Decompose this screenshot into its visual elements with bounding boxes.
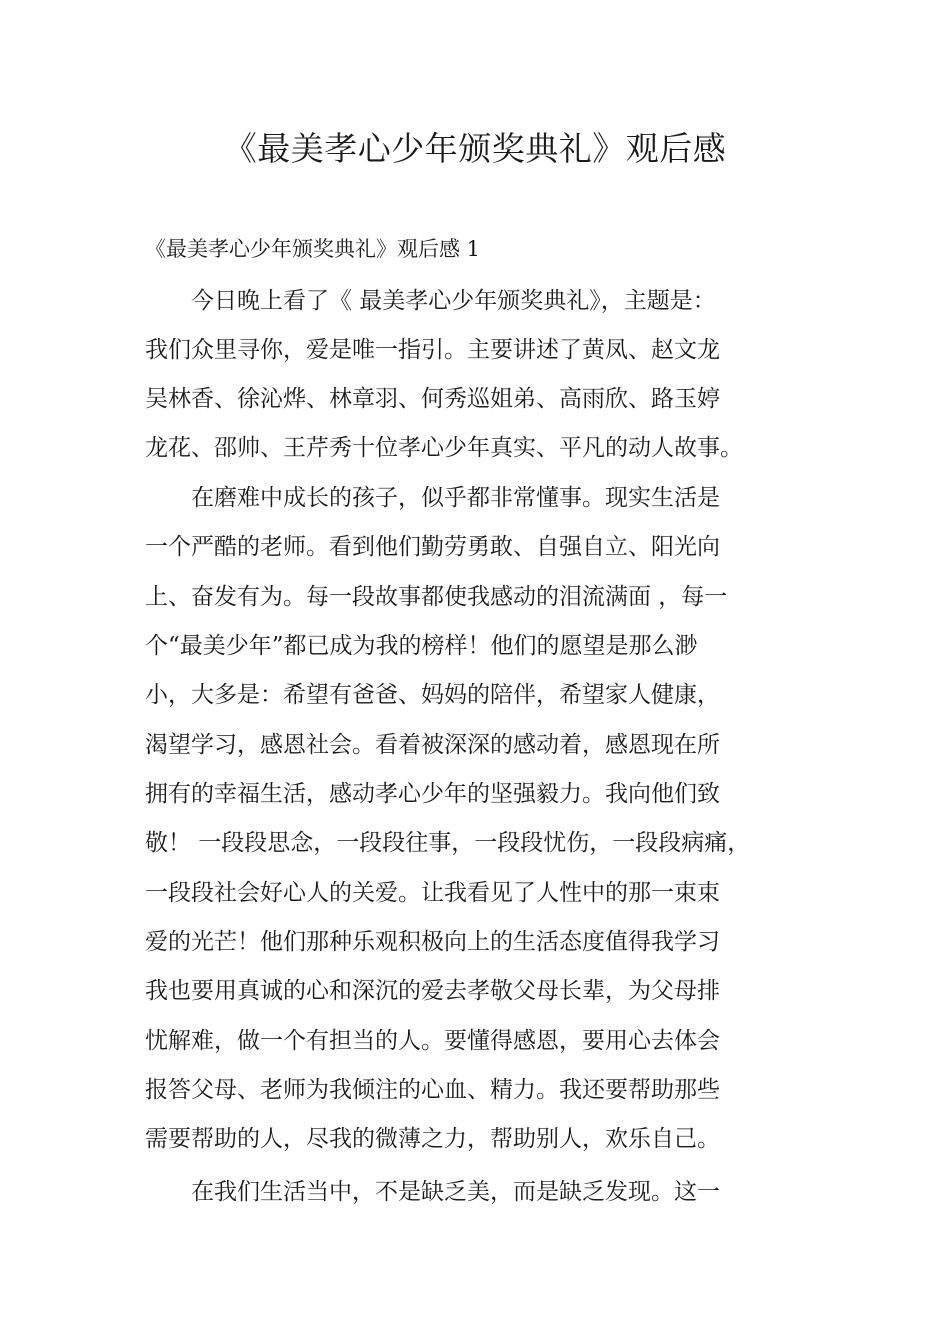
body-line: 忧解难，做一个有担当的人。要懂得感恩，要用心去体会	[145, 1028, 720, 1054]
body-line: 在我们生活当中，不是缺乏美，而是缺乏发现。这一	[145, 1179, 720, 1205]
body-line: 上、奋发有为。每一段故事都使我感动的泪流满面 ，每一	[145, 584, 728, 610]
body-line: 小，大多是：希望有爸爸、妈妈的陪伴，希望家人健康，	[145, 682, 720, 708]
body-line: 我们众里寻你，爱是唯一指引。主要讲述了黄凤、赵文龙	[145, 337, 720, 363]
body-line: 需要帮助的人，尽我的微薄之力，帮助别人，欢乐自己。	[145, 1126, 720, 1152]
body-line: 拥有的幸福生活，感动孝心少年的坚强毅力。我向他们致	[145, 781, 720, 807]
document-title: 《最美孝心少年颁奖典礼》观后感	[223, 129, 727, 168]
body-line: 个“最美少年”都已成为我的榜样！他们的愿望是那么渺	[145, 633, 698, 659]
body-line: 报答父母、老师为我倾注的心血、精力。我还要帮助那些	[145, 1077, 720, 1103]
body-line: 龙花、邵帅、王芹秀十位孝心少年真实、平凡的动人故事。	[145, 435, 743, 461]
section-heading: 《最美孝心少年颁奖典礼》观后感 1	[145, 237, 481, 261]
body-line: 爱的光芒！他们那种乐观积极向上的生活态度值得我学习	[145, 929, 720, 955]
body-line: 吴林香、徐沁烨、林章羽、何秀巡姐弟、高雨欣、路玉婷	[145, 386, 720, 412]
body-line: 一段段社会好心人的关爱。让我看见了人性中的那一束束	[145, 880, 720, 906]
body-line: 今日晚上看了《 最美孝心少年颁奖典礼》，主题是：	[145, 288, 716, 314]
body-line: 渴望学习，感恩社会。看着被深深的感动着，感恩现在所	[145, 732, 720, 758]
body-line: 我也要用真诚的心和深沉的爱去孝敬父母长辈，为父母排	[145, 978, 720, 1004]
body-line: 一个严酷的老师。看到他们勤劳勇敢、自强自立、阳光向	[145, 534, 720, 560]
body-line: 敬！ 一段段思念，一段段往事，一段段忧伤，一段段病痛，	[145, 830, 751, 856]
body-line: 在磨难中成长的孩子，似乎都非常懂事。现实生活是	[145, 485, 720, 511]
